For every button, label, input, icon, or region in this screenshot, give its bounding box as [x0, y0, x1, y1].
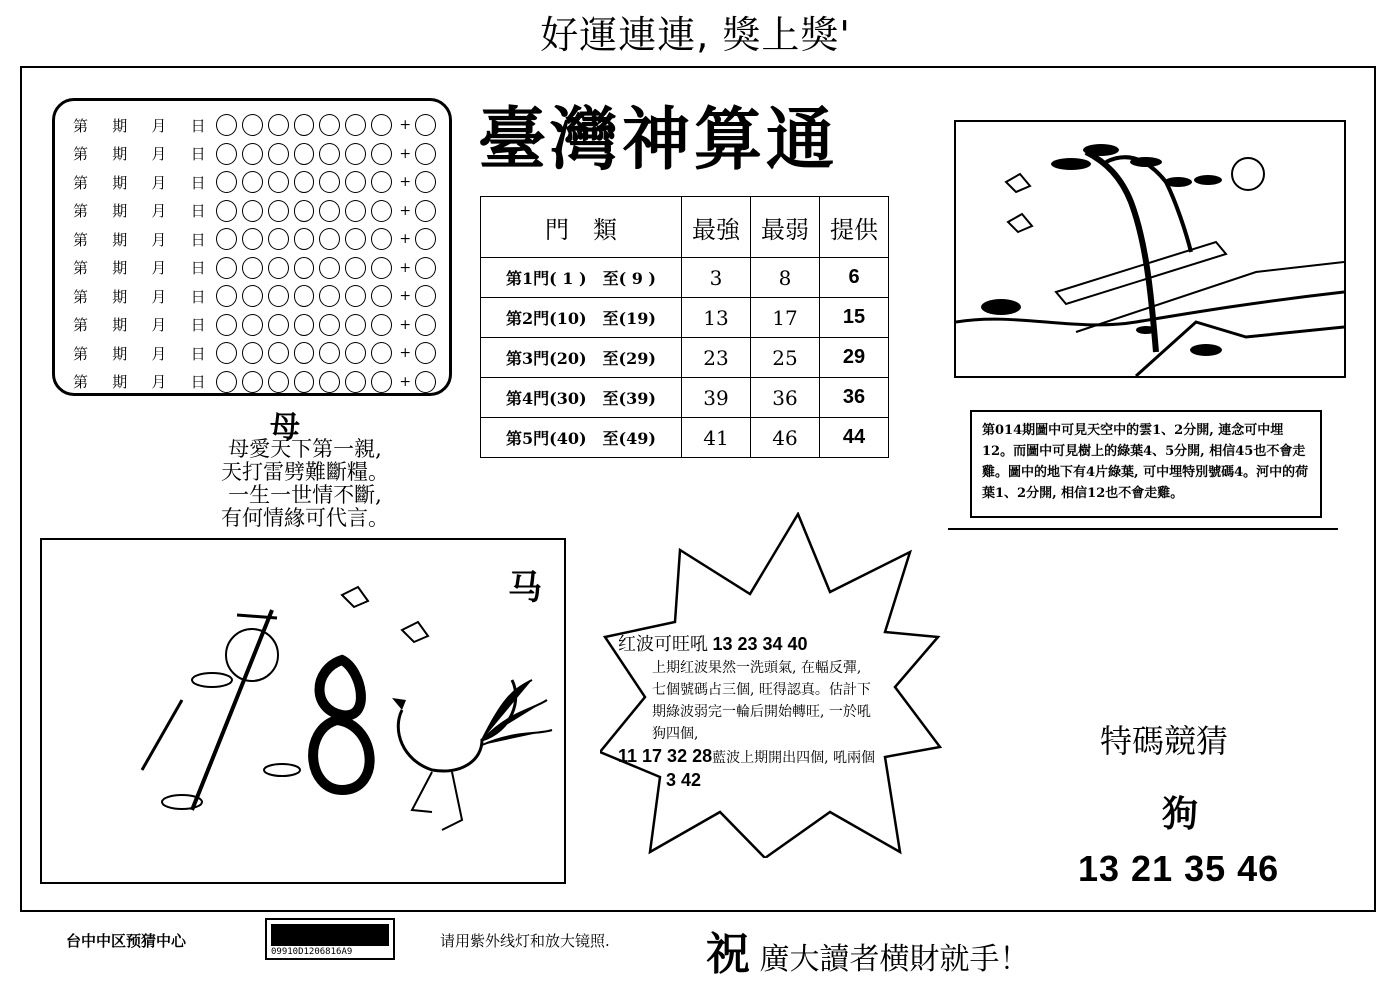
- special-guess-numbers: 13 21 35 46: [1078, 848, 1280, 889]
- starburst-body: 上期红波果然一洗頭氣, 在輻反彈, 七個號碼占三個, 旺得認真。估計下期綠波弱完一輪后開始轉旺, 一於吼狗四個,: [652, 660, 871, 742]
- number-circle: [268, 285, 289, 307]
- number-circle: [371, 371, 392, 393]
- number-circle: [216, 228, 237, 250]
- calendar-label-char: 月: [151, 287, 167, 306]
- wish-big-char: 祝: [706, 929, 750, 980]
- calendar-label-char: 期: [112, 373, 128, 392]
- number-circle: [319, 257, 340, 279]
- calendar-row: [73, 225, 441, 254]
- number-circle: [268, 143, 289, 165]
- number-circle: [345, 228, 366, 250]
- special-number-circle: [415, 342, 436, 364]
- calendar-row-label: [73, 314, 216, 335]
- page-title: 臺灣神算通: [478, 100, 839, 180]
- number-circle: [242, 200, 263, 222]
- number-circle: [345, 314, 366, 336]
- riddle-illustration-tree: [954, 120, 1346, 378]
- calendar-label-char: 日: [190, 116, 206, 135]
- starburst-headline: 红波可旺吼: [618, 634, 708, 655]
- number-circle: [294, 114, 315, 136]
- special-number-circle: [415, 314, 436, 336]
- number-circle: [345, 114, 366, 136]
- starburst-numbers-2: 11 17 32 28: [618, 746, 713, 766]
- number-circle: [216, 143, 237, 165]
- special-number-circle: [415, 228, 436, 250]
- calendar-label-char: 月: [151, 202, 167, 221]
- header-gate: 門 類: [481, 197, 682, 258]
- calendar-row: [73, 282, 441, 311]
- gate-cell: 第3門(20) 至(29): [481, 338, 682, 378]
- calendar-row-label: [73, 286, 216, 307]
- number-circle: [268, 200, 289, 222]
- strong-cell: 41: [682, 418, 751, 458]
- center-name: 台中中区预猜中心: [66, 932, 187, 950]
- number-circle: [268, 171, 289, 193]
- calendar-row-label: [73, 343, 216, 364]
- special-number-circle: [415, 171, 436, 193]
- number-circle: [216, 257, 237, 279]
- strong-cell: 23: [682, 338, 751, 378]
- gate-table: [480, 196, 889, 458]
- calendar-label-char: 月: [151, 316, 167, 335]
- barcode-bar: [271, 924, 389, 946]
- number-circle: [294, 200, 315, 222]
- number-circle: [242, 342, 263, 364]
- special-number-circle: [415, 143, 436, 165]
- number-circle: [319, 314, 340, 336]
- weak-cell: 36: [751, 378, 820, 418]
- special-number-circle: [415, 285, 436, 307]
- number-circle: [319, 342, 340, 364]
- number-circle: [294, 371, 315, 393]
- special-guess-title: 特碼競猜: [1100, 722, 1229, 760]
- plus-sign: +: [399, 288, 412, 305]
- starburst-headline-numbers: 13 23 34 40: [712, 634, 808, 654]
- starburst-numbers-3-row: [618, 769, 918, 793]
- offer-cell: 15: [820, 298, 889, 338]
- number-circle: [216, 200, 237, 222]
- special-number-circle: [415, 257, 436, 279]
- poem-title: 母: [270, 410, 300, 445]
- header-weak: 最弱: [751, 197, 820, 258]
- number-circle: [294, 285, 315, 307]
- calendar-label-char: 日: [190, 344, 206, 363]
- rooster-drawing: [42, 540, 564, 882]
- number-circle: [216, 114, 237, 136]
- number-circle: [294, 257, 315, 279]
- table-row: [481, 298, 889, 338]
- calendar-label-char: 日: [190, 230, 206, 249]
- calendar-label-char: 日: [190, 316, 206, 335]
- offer-cell: 36: [820, 378, 889, 418]
- calendar-label-char: 日: [190, 202, 206, 221]
- number-circle: [371, 228, 392, 250]
- strong-cell: 3: [682, 258, 751, 298]
- poem-line: 母愛天下第一親,: [228, 437, 382, 461]
- poem-line: 天打雷劈難斷糧。: [221, 460, 389, 484]
- number-circle: [319, 285, 340, 307]
- calendar-label-char: 第: [73, 259, 89, 278]
- number-circle: [345, 342, 366, 364]
- calendar-label-char: 期: [112, 344, 128, 363]
- number-circle: [216, 314, 237, 336]
- calendar-row: [73, 168, 441, 197]
- offer-cell: 6: [820, 258, 889, 298]
- number-circle: [371, 114, 392, 136]
- number-circle: [242, 285, 263, 307]
- calendar-row-label: [73, 172, 216, 193]
- calendar-label-char: 日: [190, 173, 206, 192]
- calendar-row: [73, 254, 441, 283]
- offer-cell: 44: [820, 418, 889, 458]
- number-circle: [371, 171, 392, 193]
- number-circle: [268, 314, 289, 336]
- special-number-circle: [415, 114, 436, 136]
- strong-cell: 13: [682, 298, 751, 338]
- calendar-label-char: 日: [190, 259, 206, 278]
- table-row: [481, 418, 889, 458]
- number-circle: [242, 228, 263, 250]
- header-strong: 最強: [682, 197, 751, 258]
- calendar-row: [73, 197, 441, 226]
- strong-cell: 39: [682, 378, 751, 418]
- starburst-numbers-3: 3 42: [666, 770, 702, 790]
- calendar-label-char: 第: [73, 344, 89, 363]
- gate-cell: 第4門(30) 至(39): [481, 378, 682, 418]
- plus-sign: +: [399, 202, 412, 219]
- gate-cell: 第2門(10) 至(19): [481, 298, 682, 338]
- barcode-number: 09910D1206816A9: [271, 947, 353, 957]
- plus-sign: +: [399, 345, 412, 362]
- number-circle: [371, 257, 392, 279]
- number-circle: [268, 257, 289, 279]
- draw-calendar: [52, 98, 452, 396]
- number-circle: [345, 171, 366, 193]
- number-circle: [294, 171, 315, 193]
- number-circle: [242, 257, 263, 279]
- gate-cell: 第5門(40) 至(49): [481, 418, 682, 458]
- calendar-row: [73, 111, 441, 140]
- header-offer: 提供: [820, 197, 889, 258]
- plus-sign: +: [399, 145, 412, 162]
- plus-sign: +: [399, 117, 412, 134]
- number-circle: [242, 314, 263, 336]
- calendar-label-char: 第: [73, 373, 89, 392]
- plus-sign: +: [399, 231, 412, 248]
- number-circle: [345, 257, 366, 279]
- number-circle: [371, 143, 392, 165]
- calendar-label-char: 期: [112, 259, 128, 278]
- number-circle: [242, 114, 263, 136]
- calendar-row-label: [73, 371, 216, 392]
- number-circle: [242, 371, 263, 393]
- number-circle: [345, 371, 366, 393]
- calendar-label-char: 期: [112, 316, 128, 335]
- calendar-label-char: 月: [151, 230, 167, 249]
- number-circle: [319, 228, 340, 250]
- number-circle: [216, 171, 237, 193]
- number-circle: [319, 171, 340, 193]
- weak-cell: 8: [751, 258, 820, 298]
- weak-cell: 17: [751, 298, 820, 338]
- starburst-text: [618, 633, 918, 793]
- calendar-label-char: 月: [151, 373, 167, 392]
- number-circle: [268, 342, 289, 364]
- calendar-row-label: [73, 143, 216, 164]
- gate-cell: 第1門( 1 ) 至( 9 ): [481, 258, 682, 298]
- calendar-label-char: 期: [112, 287, 128, 306]
- calendar-label-char: 期: [112, 116, 128, 135]
- number-circle: [345, 200, 366, 222]
- number-circle: [319, 371, 340, 393]
- number-circle: [371, 285, 392, 307]
- plus-sign: +: [399, 259, 412, 276]
- top-slogan: 好運連連, 獎上獎': [540, 13, 851, 57]
- plus-sign: +: [399, 174, 412, 191]
- number-circle: [268, 371, 289, 393]
- calendar-row: [73, 339, 441, 368]
- calendar-row-label: [73, 229, 216, 250]
- starburst-line: [618, 745, 918, 769]
- offer-cell: 29: [820, 338, 889, 378]
- number-circle: [216, 342, 237, 364]
- starburst-tail: 藍波上期開出四個, 吼兩個: [712, 750, 876, 766]
- weak-cell: 46: [751, 418, 820, 458]
- number-circle: [294, 342, 315, 364]
- calendar-label-char: 月: [151, 145, 167, 164]
- tree-bridge-drawing: [956, 122, 1344, 376]
- calendar-label-char: 期: [112, 202, 128, 221]
- number-circle: [345, 285, 366, 307]
- number-circle: [345, 143, 366, 165]
- number-circle: [319, 114, 340, 136]
- calendar-label-char: 月: [151, 259, 167, 278]
- table-row: [481, 338, 889, 378]
- number-circle: [371, 200, 392, 222]
- calendar-label-char: 第: [73, 173, 89, 192]
- weak-cell: 25: [751, 338, 820, 378]
- poem: [205, 438, 405, 530]
- starburst-headline-row: [618, 633, 918, 657]
- calendar-row: [73, 140, 441, 169]
- calendar-row-label: [73, 200, 216, 221]
- calendar-label-char: 期: [112, 173, 128, 192]
- number-circle: [294, 314, 315, 336]
- table-row: [481, 258, 889, 298]
- number-circle: [371, 314, 392, 336]
- number-circle: [319, 200, 340, 222]
- number-circle: [242, 143, 263, 165]
- number-circle: [319, 143, 340, 165]
- number-circle: [216, 371, 237, 393]
- calendar-label-char: 第: [73, 316, 89, 335]
- calendar-label-char: 第: [73, 116, 89, 135]
- calendar-label-char: 月: [151, 344, 167, 363]
- wish-text: 廣大讀者横財就手！: [759, 942, 1030, 977]
- plus-sign: +: [399, 316, 412, 333]
- calendar-label-char: 日: [190, 373, 206, 392]
- calendar-label-char: 第: [73, 145, 89, 164]
- special-number-circle: [415, 200, 436, 222]
- special-number-circle: [415, 371, 436, 393]
- calendar-label-char: 第: [73, 202, 89, 221]
- number-circle: [371, 342, 392, 364]
- calendar-label-char: 月: [151, 116, 167, 135]
- wish-line: [706, 918, 1030, 982]
- number-circle: [294, 143, 315, 165]
- calendar-label-char: 日: [190, 287, 206, 306]
- number-circle: [268, 228, 289, 250]
- calendar-label-char: 第: [73, 230, 89, 249]
- riddle-illustration-rooster: [40, 538, 566, 884]
- poem-line: 一生一世情不斷,: [228, 483, 382, 507]
- plus-sign: +: [399, 373, 412, 390]
- divider: [948, 528, 1338, 530]
- riddle-note: 第014期圖中可見天空中的雲1、2分開, 連念可中埋12。而圖中可見樹上的綠葉4、5分開, 相信45也不會走雞。圖中的地下有4片綠葉, 可中埋特別號碼4。河中的荷葉1、2分開, 相信12也不會走雞。: [970, 410, 1322, 518]
- number-circle: [268, 114, 289, 136]
- calendar-label-char: 期: [112, 145, 128, 164]
- calendar-row: [73, 311, 441, 340]
- calendar-label-char: 日: [190, 145, 206, 164]
- calendar-label-char: 第: [73, 287, 89, 306]
- calendar-row-label: [73, 257, 216, 278]
- zodiac-horse-label: 马: [508, 568, 542, 608]
- calendar-label-char: 月: [151, 173, 167, 192]
- serial-barcode: [265, 918, 395, 960]
- calendar-row: [73, 368, 441, 397]
- calendar-row-label: [73, 115, 216, 136]
- table-row: [481, 378, 889, 418]
- uv-note: 请用紫外线灯和放大镜照.: [440, 932, 610, 950]
- number-circle: [294, 228, 315, 250]
- number-circle: [216, 285, 237, 307]
- calendar-label-char: 期: [112, 230, 128, 249]
- number-circle: [242, 171, 263, 193]
- special-guess-animal: 狗: [1162, 794, 1199, 835]
- poem-line: 有何情緣可代言。: [221, 506, 389, 530]
